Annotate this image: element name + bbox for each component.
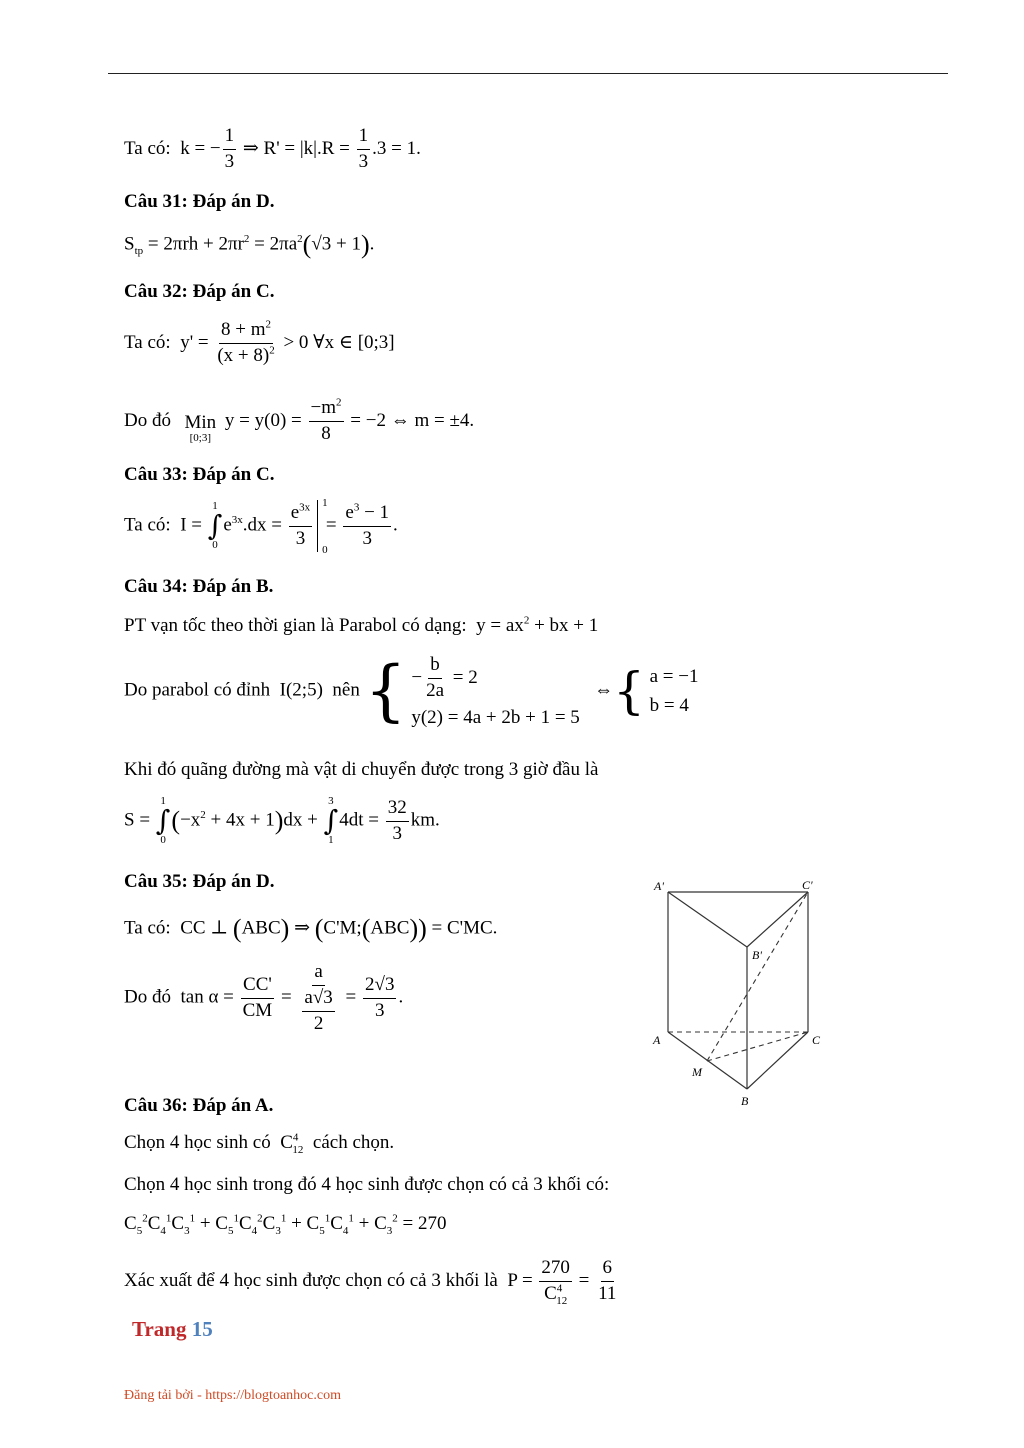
q35-heading: Câu 35: Đáp án D. (124, 871, 275, 892)
label-a: A (653, 1033, 661, 1047)
q32-dodo: Do đó (124, 409, 171, 431)
q30-line: Ta có: k = − $\frac{1}{3}$ ⇒ R' = |k|.R = $\frac{1}{3}$ .3 = 1. (124, 125, 421, 172)
label-c1: C' (802, 878, 813, 892)
q34-line1: PT vạn tốc theo thời gian là Parabol có dạng: $y = ax^2$ + bx + 1 (124, 614, 599, 636)
q35-tan: Do đó tan α = $\frac{CC'}{CM}$ = $\frac{a}{\frac{a√3}{2}}$ = $\frac{2√3}{3}$ . (124, 961, 404, 1034)
q36-probability: Xác xuất để 4 học sinh được chọn có cả 3 khối là P = $\frac{270}{C^4_{12}}$ = $\frac{6}{11}$ (124, 1257, 617, 1307)
q36-line4: Xác xuất để 4 học sinh được chọn có cả 3 khối là (124, 1269, 498, 1291)
q30-tail: = 1. (391, 137, 421, 159)
prism-figure (640, 872, 840, 1112)
q32-heading: Câu 32: Đáp án C. (124, 281, 275, 302)
q36-heading: Câu 36: Đáp án A. (124, 1095, 274, 1116)
q34-heading: Câu 34: Đáp án B. (124, 576, 274, 597)
q36-line1a: Chọn 4 học sinh có (124, 1132, 271, 1153)
page-footer (132, 1317, 213, 1342)
q35-dodo: Do đó (124, 986, 171, 1008)
label-a1: A' (654, 879, 664, 893)
q34-line1-text: PT vạn tốc theo thời gian là Parabol có dạng: (124, 615, 467, 636)
q32-prefix: Ta có: (124, 331, 171, 353)
segment-mc1 (707, 892, 808, 1061)
footer-label: Trang (132, 1317, 187, 1341)
q31-heading: Câu 31: Đáp án D. (124, 191, 275, 212)
q36-combination: $C_5^2C_4^1C_3^1 + C_5^1C_4^2C_3^1 + C_5^1C_4^1 + C_3^2 = 270$ (124, 1212, 447, 1237)
q34-do-parabol: Do parabol có đỉnh (124, 679, 271, 701)
credit-line: Đăng tải bởi - https://blogtoanhoc.com (124, 1388, 341, 1403)
q35-prefix: Ta có: (124, 917, 171, 939)
q36-line1b: cách chọn. (312, 1132, 395, 1153)
edge-c1b1 (747, 892, 808, 947)
q35-line1: Ta có: CC ⊥ (ABC) ⇒ (C'M;(ABC)) = C'MC. (124, 914, 498, 943)
q34-line3: Khi đó quãng đường mà vật di chuyển được trong 3 giờ đầu là (124, 759, 599, 780)
q32-min: Do đó Min [0;3] y = y(0) = $\frac{-m^2}{8}$ = −2 ⇔ m = ±4. (124, 396, 475, 444)
q34-nen: nên (332, 679, 360, 701)
edge-a1b1 (668, 892, 747, 947)
q34-system: Do parabol có đỉnh I(2;5) nên { − $\frac{b}{2a}$ = 2 y(2) = 4a + 2b + 1 = 5 ⇔{ a = −1 b = 4 (124, 651, 699, 729)
q30-prefix: Ta có: (124, 137, 171, 159)
label-b: B (741, 1094, 749, 1108)
q33-prefix: Ta có: (124, 514, 171, 536)
q36-line2: Chọn 4 học sinh trong đó 4 học sinh được chọn có cả 3 khối có: (124, 1174, 610, 1195)
q31-formula: $S_{tp} = 2\pi rh + 2\pi r^2 = 2\pi a^2(√3 + 1)$. (124, 230, 375, 259)
q32-derivative: Ta có: y' = $\frac{8 + m^2}{(x + 8)^2}$ > 0 ∀x ∈ [0;3] (124, 318, 395, 366)
header-rule (108, 73, 948, 74)
q36-line1: Chọn 4 học sinh có $C^4_{12}$ cách chọn. (124, 1131, 395, 1156)
label-m: M (692, 1065, 702, 1079)
q34-distance: S = 1 ∫ 0 $(-x^2 + 4x + 1)dx$ + 3 ∫ 1 4dt = $\frac{32}{3}$ km. (124, 795, 440, 846)
page-number: 15 (191, 1317, 213, 1341)
q32-result: = −2 ⇔ m = ±4. (350, 409, 475, 431)
label-b1: B' (752, 948, 762, 962)
label-c: C (812, 1033, 821, 1047)
q33-integral: Ta có: I = 1 ∫ 0 $e^{3x}.dx$ = $\frac{e^{3x}}{3}$ 1 0 = $\frac{e^3 - 1}{3}$ . (124, 497, 398, 556)
q33-heading: Câu 33: Đáp án C. (124, 464, 275, 485)
